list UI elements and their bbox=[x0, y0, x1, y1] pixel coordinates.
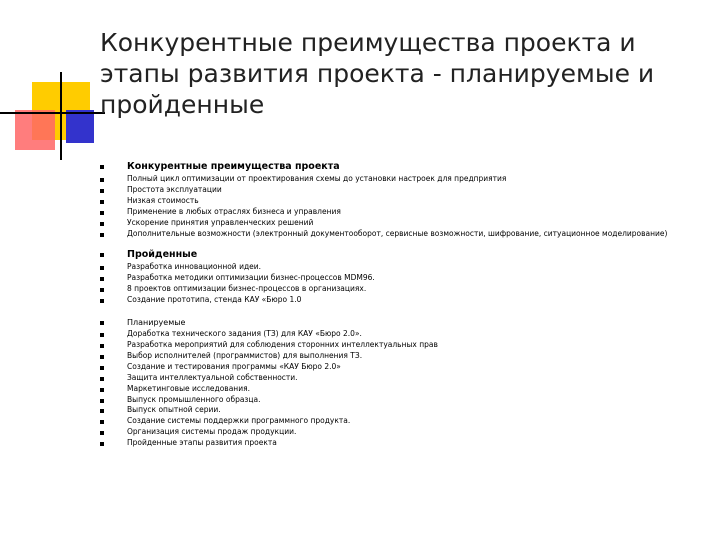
bullet-square-icon bbox=[100, 200, 104, 204]
heading-text: Конкурентные преимущества проекта bbox=[127, 161, 340, 172]
bullet-square-icon bbox=[100, 189, 104, 193]
item-text: Простота эксплуатации bbox=[127, 184, 222, 194]
section-heading-advantages bbox=[99, 160, 714, 174]
section-heading-planned bbox=[99, 317, 714, 329]
bullet-square-icon bbox=[100, 366, 104, 370]
list-item bbox=[99, 362, 714, 373]
bullet-square-icon bbox=[100, 442, 104, 446]
bullet-square-icon bbox=[100, 178, 104, 182]
item-text: Создание прототипа, стенда КАУ «Бюро 1.0 bbox=[127, 295, 302, 305]
list-item bbox=[99, 438, 714, 449]
list-item bbox=[99, 416, 714, 427]
list-item bbox=[99, 229, 714, 240]
item-text: Создание системы поддержки программного продукта. bbox=[127, 416, 351, 426]
list-item bbox=[99, 262, 714, 273]
item-text: Дополнительные возможности (электронный документооборот, сервисные возможности, шифрование, ситуационное моделирование) bbox=[127, 228, 668, 238]
slide-title: Конкурентные преимущества проекта и этапы развития проекта - планируемые и пройденные bbox=[100, 28, 655, 119]
list-item bbox=[99, 384, 714, 395]
bullet-square-icon bbox=[100, 344, 104, 348]
item-text: Защита интеллектуальной собственности. bbox=[127, 372, 298, 382]
item-text: Разработка инновационной идеи. bbox=[127, 262, 261, 272]
bullet-square-icon bbox=[100, 377, 104, 381]
decor-horizontal-line bbox=[0, 112, 105, 114]
item-text: Низкая стоимость bbox=[127, 195, 199, 205]
list-item bbox=[99, 185, 714, 196]
slide-content bbox=[99, 160, 714, 449]
bullet-square-icon bbox=[100, 253, 104, 257]
list-item bbox=[99, 340, 714, 351]
item-text: Маркетинговые исследования. bbox=[127, 383, 250, 393]
bullet-square-icon bbox=[100, 399, 104, 403]
bullet-square-icon bbox=[100, 165, 104, 169]
item-text: Разработка мероприятий для соблюдения сторонних интеллектуальных прав bbox=[127, 339, 438, 349]
bullet-square-icon bbox=[100, 388, 104, 392]
bullet-square-icon bbox=[100, 299, 104, 303]
list-item bbox=[99, 174, 714, 185]
heading-text: Планируемые bbox=[127, 318, 186, 328]
item-text: Пройденные этапы развития проекта bbox=[127, 438, 277, 448]
item-text: 8 проектов оптимизации бизнес-процессов в организациях. bbox=[127, 284, 367, 294]
item-text: Выпуск промышленного образца. bbox=[127, 394, 261, 404]
list-item bbox=[99, 395, 714, 406]
list-item bbox=[99, 329, 714, 340]
bullet-square-icon bbox=[100, 409, 104, 413]
item-text: Доработка технического задания (ТЗ) для КАУ «Бюро 2.0». bbox=[127, 329, 362, 339]
bullet-square-icon bbox=[100, 233, 104, 237]
bullet-square-icon bbox=[100, 355, 104, 359]
item-text: Выпуск опытной серии. bbox=[127, 405, 221, 415]
section-heading-completed bbox=[99, 248, 714, 262]
list-item bbox=[99, 295, 714, 306]
heading-text: Пройденные bbox=[127, 249, 198, 261]
item-text: Разработка методики оптимизации бизнес-процессов MDM96. bbox=[127, 273, 375, 283]
item-text: Выбор исполнителей (программистов) для выполнения ТЗ. bbox=[127, 350, 363, 360]
decor-red-square bbox=[15, 110, 55, 150]
bullet-square-icon bbox=[100, 222, 104, 226]
item-text: Полный цикл оптимизации от проектирования схемы до установки настроек для предприятия bbox=[127, 174, 507, 183]
bullet-square-icon bbox=[100, 420, 104, 424]
list-item bbox=[99, 218, 714, 229]
list-item bbox=[99, 427, 714, 438]
bullet-square-icon bbox=[100, 277, 104, 281]
bullet-square-icon bbox=[100, 288, 104, 292]
bullet-square-icon bbox=[100, 321, 104, 325]
decor-vertical-line bbox=[60, 72, 62, 160]
list-item bbox=[99, 373, 714, 384]
bullet-square-icon bbox=[100, 266, 104, 270]
bullet-square-icon bbox=[100, 431, 104, 435]
item-text: Организация системы продаж продукции. bbox=[127, 427, 297, 437]
list-item bbox=[99, 284, 714, 295]
list-item bbox=[99, 273, 714, 284]
item-text: Ускорение принятия управленческих решений bbox=[127, 217, 314, 227]
list-item bbox=[99, 405, 714, 416]
bullet-square-icon bbox=[100, 211, 104, 215]
list-item bbox=[99, 196, 714, 207]
bullet-square-icon bbox=[100, 333, 104, 337]
item-text: Создание и тестирования программы «КАУ Бюро 2.0» bbox=[127, 361, 341, 371]
item-text: Применение в любых отраслях бизнеса и управления bbox=[127, 206, 341, 216]
list-item bbox=[99, 207, 714, 218]
list-item bbox=[99, 351, 714, 362]
decor-blue-square bbox=[66, 110, 94, 143]
